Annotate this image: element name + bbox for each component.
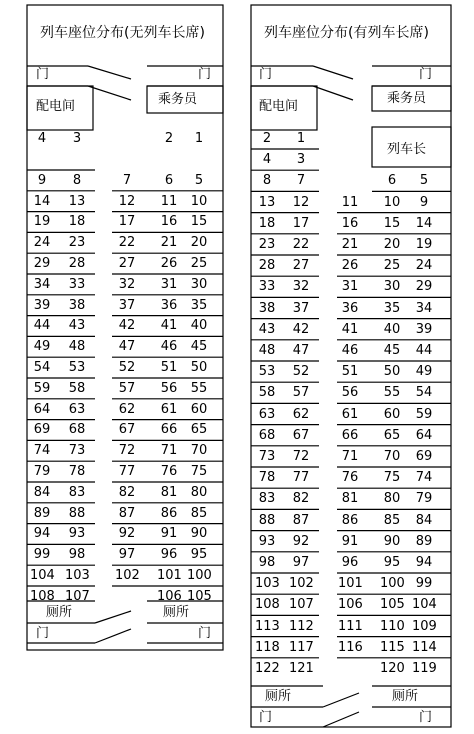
seat-number: 5 <box>419 173 429 189</box>
seat-number: 58 <box>258 385 276 401</box>
seat-number: 106 <box>338 597 363 613</box>
power-room-label: 配电间 <box>36 99 76 114</box>
seat-number: 36 <box>160 297 178 313</box>
seat-number: 23 <box>258 237 276 252</box>
seat-number: 108 <box>255 597 280 613</box>
seat-number: 73 <box>258 449 276 464</box>
seat-number: 27 <box>292 258 310 274</box>
seat-number: 29 <box>33 256 51 271</box>
seat-number: 6 <box>387 173 397 189</box>
seat-number: 97 <box>292 555 310 570</box>
seat-number: 83 <box>258 491 276 507</box>
seat-number: 35 <box>190 297 208 313</box>
seat-number: 104 <box>412 597 437 613</box>
seat-number: 32 <box>292 279 310 295</box>
seat-number: 53 <box>258 364 276 380</box>
seat-number: 30 <box>190 276 208 292</box>
seat-number: 39 <box>33 297 51 313</box>
seat-number: 33 <box>68 276 86 292</box>
door-label: 门 <box>36 67 50 82</box>
car-diagram-with-conductor <box>237 0 474 734</box>
seat-number: 98 <box>258 555 276 570</box>
seat-number: 87 <box>118 505 136 521</box>
seat-number: 76 <box>341 470 359 486</box>
seat-number: 11 <box>160 193 178 209</box>
seat-number: 47 <box>118 339 136 355</box>
seat-number: 86 <box>341 512 359 528</box>
seat-number: 18 <box>258 215 276 231</box>
seat-number: 14 <box>415 215 433 231</box>
seat-number: 1 <box>194 131 204 146</box>
seat-number: 21 <box>341 237 359 252</box>
seat-number: 20 <box>383 237 401 252</box>
seat-number: 13 <box>68 193 86 209</box>
seat-number: 54 <box>33 360 51 375</box>
seat-number: 62 <box>118 401 136 417</box>
seat-number: 111 <box>338 618 363 634</box>
door-label: 门 <box>36 626 50 641</box>
seat-number: 43 <box>258 321 276 337</box>
seat-number: 8 <box>72 172 82 188</box>
seat-number: 63 <box>258 406 276 422</box>
seat-number: 46 <box>160 339 178 355</box>
toilet-label: 厕所 <box>163 605 190 620</box>
seat-number: 82 <box>118 484 136 500</box>
seat-number: 69 <box>33 422 51 438</box>
seat-number: 27 <box>118 256 136 271</box>
seat-number: 100 <box>187 568 212 583</box>
seat-number: 110 <box>380 618 405 634</box>
seat-number: 107 <box>65 588 90 604</box>
seat-number: 15 <box>383 215 401 231</box>
seat-number: 39 <box>415 321 433 337</box>
seat-number: 38 <box>258 300 276 316</box>
door-label: 门 <box>198 67 212 82</box>
seat-number: 105 <box>187 588 212 604</box>
toilet-label: 厕所 <box>265 689 292 704</box>
seat-number: 26 <box>160 256 178 271</box>
seat-number: 56 <box>341 385 359 401</box>
seat-number: 118 <box>255 639 280 655</box>
seat-number: 109 <box>412 618 437 634</box>
seat-number: 15 <box>190 214 208 230</box>
seat-number: 72 <box>292 449 310 464</box>
seat-number: 6 <box>164 172 174 188</box>
seat-number: 88 <box>68 505 86 521</box>
seat-number: 57 <box>292 385 310 401</box>
seat-number: 78 <box>258 470 276 486</box>
seat-number: 117 <box>289 639 314 655</box>
seat-number: 28 <box>68 256 86 271</box>
seat-number: 41 <box>341 321 359 337</box>
seat-number: 48 <box>68 339 86 355</box>
seat-number: 10 <box>383 194 401 210</box>
seat-number: 70 <box>190 443 208 459</box>
seat-number: 53 <box>68 360 86 375</box>
seat-number: 96 <box>160 547 178 563</box>
seat-number: 4 <box>262 152 272 168</box>
seat-number: 66 <box>341 427 359 443</box>
seat-number: 47 <box>292 343 310 358</box>
seat-number: 78 <box>68 464 86 479</box>
seat-number: 92 <box>118 526 136 542</box>
seat-number: 61 <box>341 406 359 422</box>
seat-number: 94 <box>415 555 433 570</box>
seat-number: 44 <box>33 318 51 334</box>
power-room-label: 配电间 <box>259 99 299 114</box>
seat-number: 101 <box>338 576 363 592</box>
seat-number: 37 <box>292 300 310 316</box>
door-label: 门 <box>259 67 273 82</box>
seat-number: 82 <box>292 491 310 507</box>
seat-number: 42 <box>292 321 310 337</box>
seat-number: 86 <box>160 505 178 521</box>
seat-number: 49 <box>415 364 433 380</box>
door-label: 门 <box>419 67 433 82</box>
seat-number: 113 <box>255 618 280 634</box>
seat-number: 25 <box>383 258 401 274</box>
seat-number: 57 <box>118 380 136 396</box>
seat-number: 41 <box>160 318 178 334</box>
toilet-label: 厕所 <box>392 689 419 704</box>
seat-number: 1 <box>296 131 306 146</box>
seat-number: 95 <box>383 555 401 570</box>
seat-number: 64 <box>415 427 433 443</box>
seat-number: 77 <box>118 464 136 479</box>
seat-number: 119 <box>412 661 437 676</box>
seat-number: 7 <box>296 173 306 189</box>
seat-number: 75 <box>190 464 208 479</box>
seat-number: 31 <box>341 279 359 295</box>
seat-number: 17 <box>118 214 136 230</box>
seat-number: 121 <box>289 661 314 676</box>
seat-number: 50 <box>190 360 208 375</box>
seat-number: 116 <box>338 639 363 655</box>
seat-number: 67 <box>118 422 136 438</box>
seat-number: 106 <box>157 588 182 604</box>
seat-number: 10 <box>190 193 208 209</box>
seat-number: 63 <box>68 401 86 417</box>
seat-number: 4 <box>37 131 47 146</box>
seat-number: 56 <box>160 380 178 396</box>
seat-number: 68 <box>68 422 86 438</box>
seat-number: 23 <box>68 235 86 251</box>
seat-number: 100 <box>380 576 405 592</box>
seat-number: 105 <box>380 597 405 613</box>
seat-number: 32 <box>118 276 136 292</box>
seat-number: 102 <box>115 568 140 583</box>
seat-number: 84 <box>415 512 433 528</box>
seat-number: 40 <box>190 318 208 334</box>
seat-number: 103 <box>255 576 280 592</box>
seat-number: 80 <box>383 491 401 507</box>
seat-number: 96 <box>341 555 359 570</box>
seat-number: 84 <box>33 484 51 500</box>
seat-number: 108 <box>30 588 55 604</box>
seat-number: 29 <box>415 279 433 295</box>
seat-number: 2 <box>262 131 272 146</box>
seat-number: 93 <box>258 533 276 549</box>
seat-number: 11 <box>341 194 359 210</box>
seat-number: 40 <box>383 321 401 337</box>
seat-number: 5 <box>194 172 204 188</box>
seat-number: 98 <box>68 547 86 563</box>
car-title: 列车座位分布(有列车长席) <box>264 25 429 41</box>
seat-number: 107 <box>289 597 314 613</box>
seat-number: 97 <box>118 547 136 563</box>
seat-number: 67 <box>292 427 310 443</box>
seat-number: 19 <box>415 237 433 252</box>
seat-number: 52 <box>118 360 136 375</box>
seat-number: 43 <box>68 318 86 334</box>
seat-number: 71 <box>341 449 359 464</box>
conductor-label: 列车长 <box>387 142 427 157</box>
seat-number: 46 <box>341 343 359 358</box>
seat-number: 34 <box>33 276 51 292</box>
seat-number: 90 <box>383 533 401 549</box>
seat-number: 3 <box>296 152 306 168</box>
seat-number: 87 <box>292 512 310 528</box>
seat-number: 13 <box>258 194 276 210</box>
door-label: 门 <box>419 710 433 725</box>
seat-number: 54 <box>415 385 433 401</box>
seat-number: 26 <box>341 258 359 274</box>
seat-number: 94 <box>33 526 51 542</box>
seat-number: 3 <box>72 131 82 146</box>
seat-number: 25 <box>190 256 208 271</box>
seat-number: 9 <box>419 194 429 210</box>
seat-number: 68 <box>258 427 276 443</box>
seat-number: 101 <box>157 568 182 583</box>
seat-number: 9 <box>37 172 47 188</box>
seat-number: 122 <box>255 661 280 676</box>
seat-number: 74 <box>415 470 433 486</box>
seat-number: 72 <box>118 443 136 459</box>
seat-number: 69 <box>415 449 433 464</box>
attendant-label: 乘务员 <box>387 91 427 106</box>
seat-number: 65 <box>383 427 401 443</box>
seat-number: 85 <box>383 512 401 528</box>
seat-number: 16 <box>341 215 359 231</box>
seat-number: 8 <box>262 173 272 189</box>
seat-number: 62 <box>292 406 310 422</box>
seat-number: 30 <box>383 279 401 295</box>
seat-number: 21 <box>160 235 178 251</box>
seat-number: 79 <box>415 491 433 507</box>
seat-number: 76 <box>160 464 178 479</box>
seat-number: 38 <box>68 297 86 313</box>
toilet-label: 厕所 <box>46 605 73 620</box>
door-label: 门 <box>259 710 273 725</box>
seat-number: 51 <box>160 360 178 375</box>
seat-number: 93 <box>68 526 86 542</box>
seat-number: 24 <box>33 235 51 251</box>
seat-number: 36 <box>341 300 359 316</box>
seat-number: 65 <box>190 422 208 438</box>
seat-number: 95 <box>190 547 208 563</box>
seat-number: 12 <box>292 194 310 210</box>
seat-number: 81 <box>341 491 359 507</box>
seat-number: 103 <box>65 568 90 583</box>
seat-number: 37 <box>118 297 136 313</box>
seat-number: 17 <box>292 215 310 231</box>
seat-number: 91 <box>160 526 178 542</box>
seat-number: 45 <box>190 339 208 355</box>
seat-number: 85 <box>190 505 208 521</box>
seat-number: 22 <box>118 235 136 251</box>
seat-number: 61 <box>160 401 178 417</box>
seat-number: 102 <box>289 576 314 592</box>
seat-number: 92 <box>292 533 310 549</box>
seat-number: 35 <box>383 300 401 316</box>
seat-number: 60 <box>190 401 208 417</box>
seat-number: 2 <box>164 131 174 146</box>
seat-number: 77 <box>292 470 310 486</box>
seat-number: 70 <box>383 449 401 464</box>
seat-number: 99 <box>33 547 51 563</box>
seat-number: 112 <box>289 618 314 634</box>
seat-number: 55 <box>190 380 208 396</box>
seat-number: 74 <box>33 443 51 459</box>
seat-number: 12 <box>118 193 136 209</box>
seat-number: 58 <box>68 380 86 396</box>
seat-number: 71 <box>160 443 178 459</box>
seat-number: 7 <box>122 172 132 188</box>
car-title: 列车座位分布(无列车长席) <box>40 25 205 41</box>
seat-number: 89 <box>33 505 51 521</box>
seat-number: 88 <box>258 512 276 528</box>
seat-number: 79 <box>33 464 51 479</box>
seat-number: 20 <box>190 235 208 251</box>
seat-number: 45 <box>383 343 401 358</box>
seat-number: 34 <box>415 300 433 316</box>
seat-number: 104 <box>30 568 55 583</box>
seat-number: 60 <box>383 406 401 422</box>
seat-number: 59 <box>415 406 433 422</box>
seat-number: 16 <box>160 214 178 230</box>
seat-number: 22 <box>292 237 310 252</box>
seat-number: 80 <box>190 484 208 500</box>
seat-number: 99 <box>415 576 433 592</box>
seat-number: 19 <box>33 214 51 230</box>
seat-number: 49 <box>33 339 51 355</box>
seat-number: 14 <box>33 193 51 209</box>
door-label: 门 <box>198 626 212 641</box>
seat-number: 91 <box>341 533 359 549</box>
seat-number: 55 <box>383 385 401 401</box>
seat-number: 114 <box>412 639 437 655</box>
attendant-label: 乘务员 <box>158 92 198 107</box>
seat-number: 18 <box>68 214 86 230</box>
seat-number: 73 <box>68 443 86 459</box>
seat-number: 24 <box>415 258 433 274</box>
seat-number: 59 <box>33 380 51 396</box>
seat-number: 90 <box>190 526 208 542</box>
seat-number: 115 <box>380 639 405 655</box>
seat-number: 83 <box>68 484 86 500</box>
seat-number: 31 <box>160 276 178 292</box>
seat-number: 89 <box>415 533 433 549</box>
seat-number: 50 <box>383 364 401 380</box>
seat-number: 44 <box>415 343 433 358</box>
seat-number: 42 <box>118 318 136 334</box>
seat-number: 33 <box>258 279 276 295</box>
seat-number: 28 <box>258 258 276 274</box>
seat-number: 75 <box>383 470 401 486</box>
seat-number: 66 <box>160 422 178 438</box>
seat-number: 51 <box>341 364 359 380</box>
seat-number: 52 <box>292 364 310 380</box>
seat-number: 48 <box>258 343 276 358</box>
seat-number: 81 <box>160 484 178 500</box>
seat-number: 120 <box>380 661 405 676</box>
seat-number: 64 <box>33 401 51 417</box>
